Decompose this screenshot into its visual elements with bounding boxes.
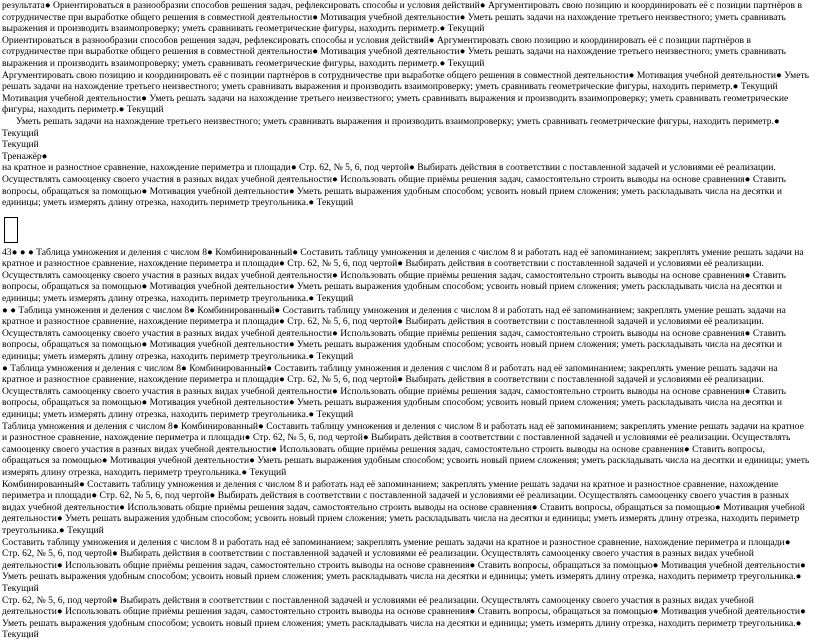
empty-cell-box bbox=[4, 217, 18, 243]
paragraph-6: Текущий bbox=[2, 139, 39, 151]
paragraph-14: Составить таблицу умножения и деления с числом 8 и работать над её запоминанием; закреплять умение решать задачи на кратное и разностное сравнение, нахождение периметра и площади● Стр. 62, № 5, 6, под чертой● Выбирать действия в соответствии с поставленной задачей и условиями её реализации. Осуществлять самооценку своего участия в разных видах учебной деятельности● Использовать общие приёмы решения задач, самостоятельно строить выводы на основе сравнения● Ставить вопросы, обращаться за помощью● Мотивация учебной деятельности● Уметь решать выражения удобным способом; усвоить новый прием сложения; уметь раскладывать числа на десятки и единицы; уметь измерять длину отрезка, находить периметр треугольника.● Текущий bbox=[2, 536, 806, 594]
paragraph-15: Стр. 62, № 5, 6, под чертой● Выбирать действия в соответствии с поставленной задачей и условиями её реализации. Осуществлять самооценку своего участия в разных видах учебной деятельности● Использовать общие приёмы решения задач, самостоятельно строить выводы на основе сравнения● Ставить вопросы, обращаться за помощью● Мотивация учебной деятельности● Уметь решать выражения удобным способом; усвоить новый прием сложения; уметь раскладывать числа на десятки и единицы; уметь измерять длину отрезка, находить периметр треугольника.● Текущий bbox=[2, 594, 806, 641]
paragraph-9: 43● ● ● Таблица умножения и деления с числом 8● Комбинированный● Составить таблицу умножения и деления с числом 8 и работать над её запоминанием; закреплять умение решать задачи на кратное и разностное сравнение, нахождение периметра и площади● Стр. 62, № 5, 6, под чертой● Выбирать действия в соответствии с поставленной задачей и условиями её реализации. Осуществлять самооценку своего участия в разных видах учебной деятельности● Использовать общие приёмы решения задач, самостоятельно строить выводы на основе сравнения● Ставить вопросы, обращаться за помощью● Мотивация учебной деятельности● Уметь решать выражения удобным способом; усвоить новый прием сложения; уметь раскладывать числа на десятки и единицы; уметь измерять длину отрезка, находить периметр треугольника.● Текущий bbox=[2, 246, 804, 305]
paragraph-5: Уметь решать задачи на нахождение третьего неизвестного; уметь сравнивать выражения и производить взаимопроверку; уметь сравнивать геометрические фигуры, находить периметр.● Текущий bbox=[2, 115, 780, 139]
paragraph-12: Таблица умножения и деления с числом 8● Комбинированный● Составить таблицу умножения и деления с числом 8 и работать над её запоминанием; закреплять умение решать задачи на кратное и разностное сравнение, нахождение периметра и площади● Стр. 62, № 5, 6, под чертой● Выбирать действия в соответствии с поставленной задачей и условиями её реализации. Осуществлять самооценку своего участия в разных видах учебной деятельности● Использовать общие приёмы решения задач, самостоятельно строить выводы на основе сравнения● Ставить вопросы, обращаться за помощью● Мотивация учебной деятельности● Уметь решать выражения удобным способом; усвоить новый прием сложения; уметь раскладывать числа на десятки и единицы; уметь измерять длину отрезка, находить периметр треугольника.● Текущий bbox=[2, 420, 810, 478]
paragraph-1: результата● Ориентироваться в разнообразии способов решения задач, рефлексировать способы и условия действий● Аргументировать свою позицию и координировать её с позиции партнёров в сотрудничестве при выработке общего решения в совместной деятельности● Мотивация учебной деятельности● Уметь решать задачи на нахождение третьего неизвестного; уметь сравнивать выражения и производить взаимопроверку; уметь сравнивать геометрические фигуры, находить периметр.● Текущий bbox=[2, 0, 802, 35]
paragraph-13: Комбинированный● Составить таблицу умножения и деления с числом 8 и работать над её запоминанием; закреплять умение решать задачи на кратное и разностное сравнение, нахождение периметра и площади● Стр. 62, № 5, 6, под чертой● Выбирать действия в соответствии с поставленной задачей и условиями её реализации. Осуществлять самооценку своего участия в разных видах учебной деятельности● Использовать общие приёмы решения задач, самостоятельно строить выводы на основе сравнения● Ставить вопросы, обращаться за помощью● Мотивация учебной деятельности● Уметь решать выражения удобным способом; усвоить новый прием сложения; уметь раскладывать числа на десятки и единицы; уметь измерять длину отрезка, находить периметр треугольника.● Текущий bbox=[2, 478, 805, 536]
paragraph-2: Ориентироваться в разнообразии способов решения задач, рефлексировать способы и условия действий● Аргументировать свою позицию и координировать её с позиции партнёров в сотрудничестве при выработке общего решения в совместной деятельности● Мотивация учебной деятельности● Уметь решать задачи на нахождение третьего неизвестного; уметь сравнивать выражения и производить взаимопроверку; уметь сравнивать геометрические фигуры, находить периметр.● Текущий bbox=[2, 34, 786, 69]
paragraph-11: ● Таблица умножения и деления с числом 8● Комбинированный● Составить таблицу умножения и деления с числом 8 и работать над её запоминанием; закреплять умение решать задачи на кратное и разностное сравнение, нахождение периметра и площади● Стр. 62, № 5, 6, под чертой● Выбирать действия в соответствии с поставленной задачей и условиями её реализации. Осуществлять самооценку своего участия в разных видах учебной деятельности● Использовать общие приёмы решения задач, самостоятельно строить выводы на основе сравнения● Ставить вопросы, обращаться за помощью● Мотивация учебной деятельности● Уметь решать выражения удобным способом; усвоить новый прием сложения; уметь раскладывать числа на десятки и единицы; уметь измерять длину отрезка, находить периметр треугольника.● Текущий bbox=[2, 362, 786, 420]
paragraph-4: Мотивация учебной деятельности● Уметь решать задачи на нахождение третьего неизвестного; уметь сравнивать выражения и производить взаимопроверку; уметь сравнивать геометрические фигуры, находить периметр.● Текущий bbox=[2, 92, 789, 116]
paragraph-8: на кратное и разностное сравнение, нахождение периметра и площади● Стр. 62, № 5, 6, под чертой● Выбирать действия в соответствии с поставленной задачей и условиями её реализации. Осуществлять самооценку своего участия в разных видах учебной деятельности● Использовать общие приёмы решения задач, самостоятельно строить выводы на основе сравнения● Ставить вопросы, обращаться за помощью● Мотивация учебной деятельности● Уметь решать выражения удобным способом; усвоить новый прием сложения; уметь раскладывать числа на десятки и единицы; уметь измерять длину отрезка, находить периметр треугольника.● Текущий bbox=[2, 162, 786, 209]
paragraph-3: Аргументировать свою позицию и координировать её с позиции партнёров в сотрудничестве при выработке общего решения в совместной деятельности● Мотивация учебной деятельности● Уметь решать задачи на нахождение третьего неизвестного; уметь сравнивать выражения и производить взаимопроверку; уметь сравнивать геометрические фигуры, находить периметр.● Текущий bbox=[2, 69, 810, 93]
paragraph-10: ● ● Таблица умножения и деления с числом 8● Комбинированный● Составить таблицу умножения и деления с числом 8 и работать над её запоминанием; закреплять умение решать задачи на кратное и разностное сравнение, нахождение периметра и площади● Стр. 62, № 5, 6, под чертой● Выбирать действия в соответствии с поставленной задачей и условиями её реализации. Осуществлять самооценку своего участия в разных видах учебной деятельности● Использовать общие приёмы решения задач, самостоятельно строить выводы на основе сравнения● Ставить вопросы, обращаться за помощью● Мотивация учебной деятельности● Уметь решать выражения удобным способом; усвоить новый прием сложения; уметь раскладывать числа на десятки и единицы; уметь измерять длину отрезка, находить периметр треугольника.● Текущий bbox=[2, 304, 786, 363]
paragraph-7: Тренажёр● bbox=[2, 150, 48, 162]
